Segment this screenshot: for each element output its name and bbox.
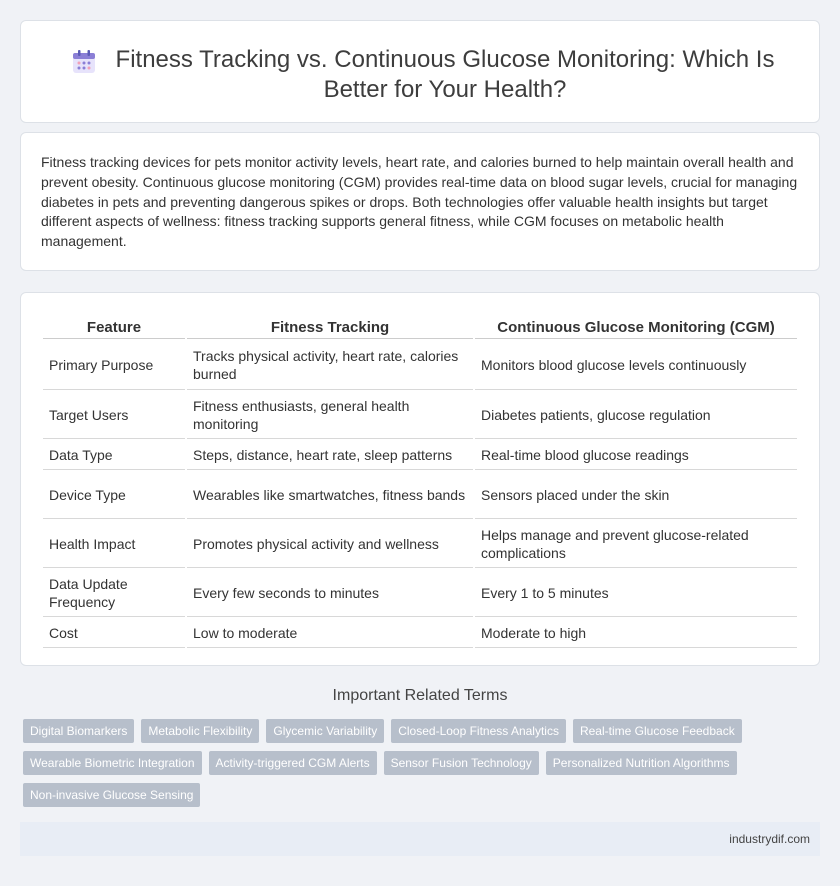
related-term-tag[interactable]: Activity-triggered CGM Alerts — [209, 751, 377, 775]
related-term-tag[interactable]: Sensor Fusion Technology — [384, 751, 539, 775]
intro-card — [20, 132, 820, 271]
page-title: Fitness Tracking vs. Continuous Glucose Monitoring: Which Is Better for Your Health? — [115, 46, 775, 103]
calendar-icon — [71, 49, 97, 75]
header-cgm: Continuous Glucose Monitoring (CGM) — [475, 315, 797, 339]
title-card — [20, 20, 820, 123]
table-cell-feature: Target Users — [43, 392, 185, 439]
table-header-row — [43, 315, 797, 339]
table-row — [43, 570, 797, 617]
table-cell-cgm: Helps manage and prevent glucose-related complications — [475, 521, 797, 568]
header-feature: Feature — [43, 315, 185, 339]
intro-paragraph: Fitness tracking devices for pets monitor activity levels, heart rate, and calories burned to help maintain overall health and prevent obesity. Continuous glucose monitoring (CGM) provides real-time data on blood sugar levels, crucial for managing diabetes in pets and preventing dangerous spikes or drops. Both technologies offer valuable health insights but target different aspects of wellness: fitness tracking supports general fitness, while CGM focuses on metabolic health management. — [41, 154, 798, 250]
table-row — [43, 392, 797, 439]
table-cell-feature: Primary Purpose — [43, 341, 185, 390]
table-cell-feature: Data Type — [43, 441, 185, 470]
table-cell-cgm: Sensors placed under the skin — [475, 472, 797, 519]
footer — [20, 822, 820, 856]
table-row — [43, 341, 797, 390]
table-cell-cgm: Diabetes patients, glucose regulation — [475, 392, 797, 439]
related-term-tag[interactable]: Closed-Loop Fitness Analytics — [391, 719, 566, 743]
related-term-tag[interactable]: Metabolic Flexibility — [141, 719, 259, 743]
table-cell-fitness: Low to moderate — [187, 619, 473, 648]
table-cell-fitness: Promotes physical activity and wellness — [187, 521, 473, 568]
table-cell-cgm: Monitors blood glucose levels continuously — [475, 341, 797, 390]
table-cell-fitness: Wearables like smartwatches, fitness bands — [187, 472, 473, 519]
related-term-tag[interactable]: Digital Biomarkers — [23, 719, 134, 743]
related-term-tag[interactable]: Glycemic Variability — [266, 719, 384, 743]
table-cell-cgm: Every 1 to 5 minutes — [475, 570, 797, 617]
table-cell-fitness: Every few seconds to minutes — [187, 570, 473, 617]
table-cell-feature: Cost — [43, 619, 185, 648]
related-term-tag[interactable]: Personalized Nutrition Algorithms — [546, 751, 737, 775]
table-cell-feature: Device Type — [43, 472, 185, 519]
related-terms-heading: Important Related Terms — [332, 687, 508, 704]
table-cell-fitness: Tracks physical activity, heart rate, calories burned — [187, 341, 473, 390]
table-cell-feature: Data Update Frequency — [43, 570, 185, 617]
header-fitness-tracking: Fitness Tracking — [187, 315, 473, 339]
table-row — [43, 441, 797, 470]
table-cell-fitness: Fitness enthusiasts, general health monitoring — [187, 392, 473, 439]
related-term-tag[interactable]: Non-invasive Glucose Sensing — [23, 783, 200, 807]
table-cell-cgm: Moderate to high — [475, 619, 797, 648]
table-row — [43, 619, 797, 648]
footer-source: industrydif.com — [729, 832, 810, 846]
table-row — [43, 521, 797, 568]
table-cell-fitness: Steps, distance, heart rate, sleep patterns — [187, 441, 473, 470]
comparison-table-card — [20, 292, 820, 666]
related-term-tag[interactable]: Wearable Biometric Integration — [23, 751, 202, 775]
table-cell-cgm: Real-time blood glucose readings — [475, 441, 797, 470]
table-row — [43, 472, 797, 519]
table-cell-feature: Health Impact — [43, 521, 185, 568]
related-term-tag[interactable]: Real-time Glucose Feedback — [573, 719, 742, 743]
related-terms-tags — [23, 719, 763, 807]
comparison-table — [41, 313, 799, 650]
